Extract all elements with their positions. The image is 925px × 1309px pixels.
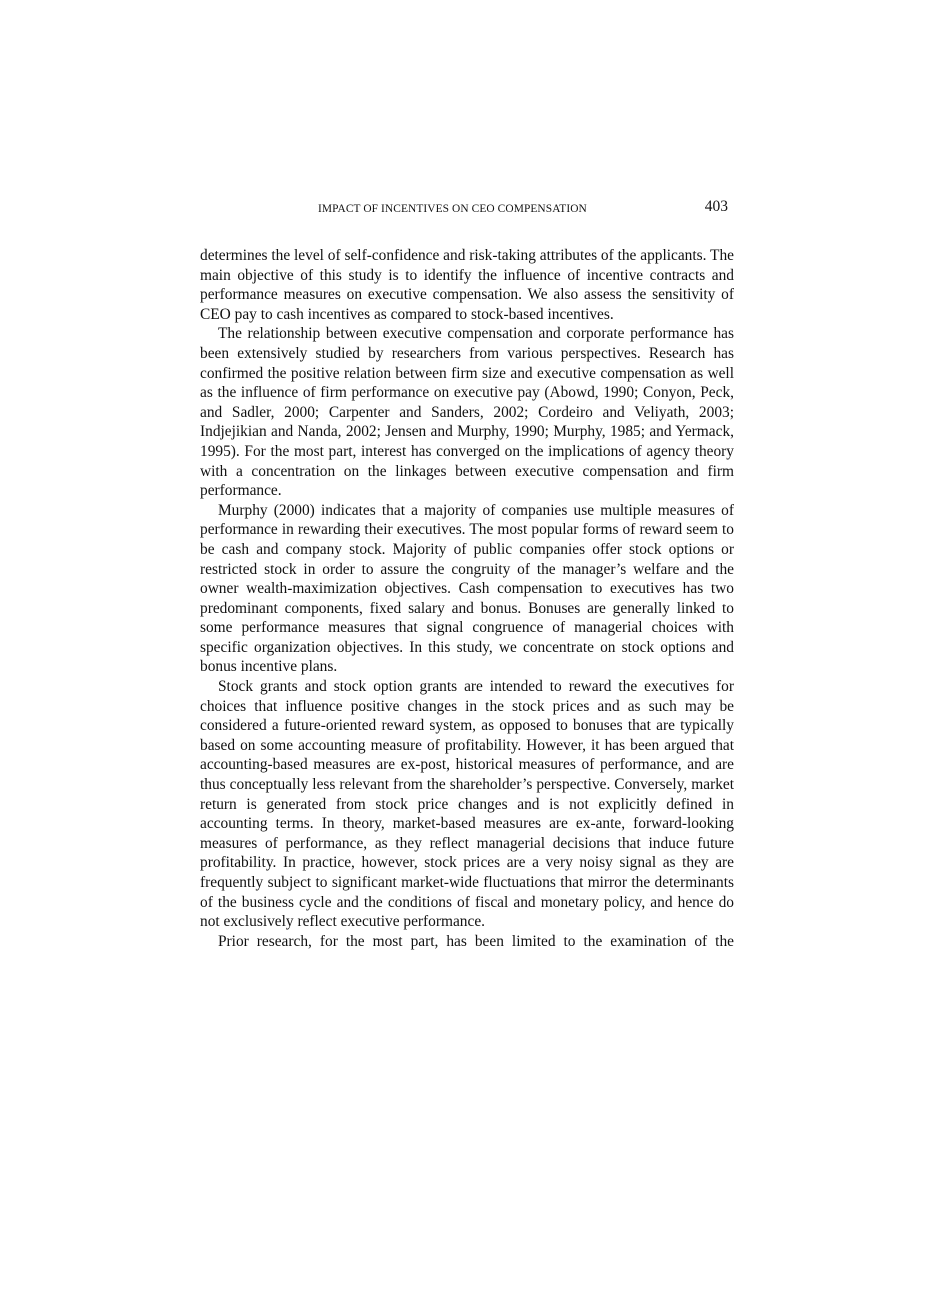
paragraph-murphy: Murphy (2000) indicates that a majority of companies use multiple measures of performance in rewarding their executives. The most popular forms of reward seem to be cash and company stock. Majority of public companies offer stock options or restricted stock in order to assure the congruity of the manager’s welfare and the owner wealth-maximization objectives. Cash compensation to executives has two predominant components, fixed salary and bonus. Bonuses are generally linked to some performance measures that signal congruence of managerial choices with specific organization objectives. In this study, we concentrate on stock options and bonus incentive plans.: [200, 501, 734, 676]
running-head: [200, 198, 734, 220]
paragraph-continued: determines the level of self-confidence and risk-taking attributes of the applicants. The main objective of this study is to identify the influence of incentive contracts and performance measures on executive compensation. We also assess the sensitivity of CEO pay to cash incentives as compared to stock-based incentives.: [200, 247, 734, 323]
paragraph-stock-grants: Stock grants and stock option grants are intended to reward the executives for choices that influence positive changes in the stock prices and as such may be considered a future-oriented reward system, as opposed to bonuses that are typically based on some accounting measure of profitability. However, it has been argued that accounting-based measures are ex-post, historical measures of performance, and are thus conceptually less relevant from the shareholder’s perspective. Conversely, market return is generated from stock price changes and is not explicitly defined in accounting terms. In theory, market-based measures are ex-ante, forward-looking measures of performance, as they reflect managerial decisions that induce future profitability. In practice, however, stock prices are a very noisy signal as they are frequently subject to significant market-wide fluctuations that mirror the determinants of the business cycle and the conditions of fiscal and monetary policy, and hence do not exclusively reflect executive performance.: [200, 678, 734, 931]
page-number: 403: [704, 198, 728, 215]
running-title: IMPACT OF INCENTIVES ON CEO COMPENSATION: [318, 203, 587, 215]
paragraph-relationship: The relationship between executive compensation and corporate performance has been extensively studied by researchers from various perspectives. Research has confirmed the positive relation between firm size and executive compensation as well as the influence of firm performance on executive pay (Abowd, 1990; Conyon, Peck, and Sadler, 2000; Carpenter and Sanders, 2002; Cordeiro and Veliyath, 2003; Indjejikian and Nanda, 2002; Jensen and Murphy, 1990; Murphy, 1985; and Yermack, 1995). For the most part, interest has converged on the implications of agency theory with a concentration on the linkages between executive compensation and firm performance.: [200, 325, 734, 500]
body-text: [200, 246, 734, 951]
paragraph-prior-research: Prior research, for the most part, has been limited to the examination of the: [218, 932, 734, 950]
